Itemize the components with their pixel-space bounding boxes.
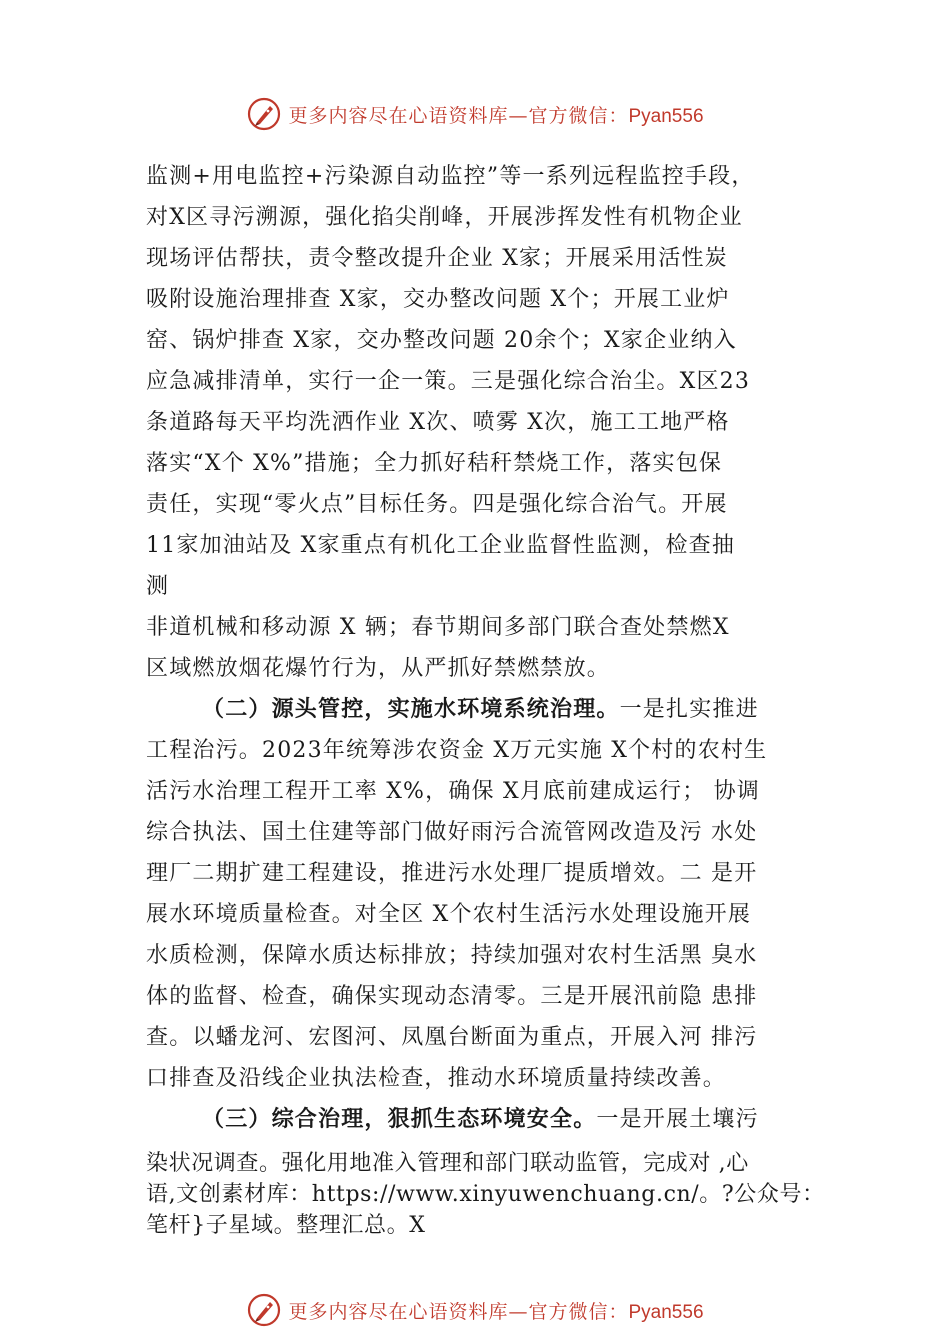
text-line: 11家加油站及 X家重点有机化工企业监督性监测，检查抽 [146, 533, 736, 558]
section-2-heading: （二）源头管控，实施水环境系统治理。 [202, 696, 620, 722]
pen-logo-icon [246, 96, 282, 132]
text-line: 口排查及沿线企业执法检查，推动水环境质量持续改善。 [146, 1066, 727, 1091]
text-line: 非道机械和移动源 X 辆；春节期间多部门联合查处禁燃X [146, 615, 730, 640]
text-line: 体的监督、检查，确保实现动态清零。三是开展汛前隐 患排 [146, 984, 758, 1009]
text-line: 语,文创素材库：https://www.xinyuwenchuang.cn/。?公众号： [146, 1182, 825, 1207]
banner-text: 更多内容尽在心语资料库—官方微信：Pyan556 [288, 1300, 704, 1323]
header-banner [0, 94, 950, 134]
text-line: 水质检测，保障水质达标排放；持续加强对农村生活黑 臭水 [146, 943, 758, 968]
text-line: 查。以蟠龙河、宏图河、凤凰台断面为重点，开展入河 排污 [146, 1025, 758, 1050]
section-3-first-line: （三）综合治理，狠抓生态环境安全。一是开展土壤污 [202, 1106, 759, 1132]
text-line: 现场评估帮扶，责令整改提升企业 X家；开展采用活性炭 [146, 246, 728, 271]
document-body [146, 156, 846, 1241]
text-line: 窑、锅炉排查 X家，交办整改问题 20余个；X家企业纳入 [146, 328, 737, 353]
text-line: 吸附设施治理排查 X家，交办整改问题 X个；开展工业炉 [146, 287, 730, 312]
text-line: 测 [146, 574, 170, 599]
text-line: 监测+用电监控+污染源自动监控”等一系列远程监控手段， [146, 164, 755, 189]
footer-banner [0, 1290, 950, 1330]
text-line: 展水环境质量检查。对全区 X个农村生活污水处理设施开展 [146, 902, 752, 927]
section-3-heading: （三）综合治理，狠抓生态环境安全。 [202, 1106, 597, 1132]
banner-account: Pyan556 [628, 1301, 704, 1323]
text-line: 条道路每天平均洗洒作业 X次、喷雾 X次，施工工地严格 [146, 410, 730, 435]
text-line: 笔杆}子星域。整理汇总。X [146, 1213, 426, 1238]
text-line: 对X区寻污溯源，强化掐尖削峰，开展涉挥发性有机物企业 [146, 205, 743, 230]
text-line: 染状况调查。强化用地准入管理和部门联动监管，完成对 ,心 [146, 1151, 749, 1176]
text-line: 活污水治理工程开工率 X%，确保 X月底前建成运行； 协调 [146, 779, 761, 804]
banner-text: 更多内容尽在心语资料库—官方微信：Pyan556 [288, 104, 704, 127]
text-line: 落实“X个 X%”措施；全力抓好秸秆禁烧工作，落实包保 [146, 451, 723, 476]
text-line: 区域燃放烟花爆竹行为，从严抓好禁燃禁放。 [146, 656, 611, 681]
text-line: 应急减排清单，实行一企一策。三是强化综合治尘。X区23 [146, 369, 751, 394]
pen-logo-icon [246, 1292, 282, 1328]
text-line: 工程治污。2023年统筹涉农资金 X万元实施 X个村的农村生 [146, 738, 768, 763]
banner-account: Pyan556 [628, 105, 704, 127]
section-2-first-line: （二）源头管控，实施水环境系统治理。一是扎实推进 [202, 696, 759, 722]
text-line: 责任，实现“零火点”目标任务。四是强化综合治气。开展 [146, 492, 728, 517]
text-line: 综合执法、国土住建等部门做好雨污合流管网改造及污 水处 [146, 820, 758, 845]
text-line: 理厂二期扩建工程建设，推进污水处理厂提质增效。二 是开 [146, 861, 758, 886]
